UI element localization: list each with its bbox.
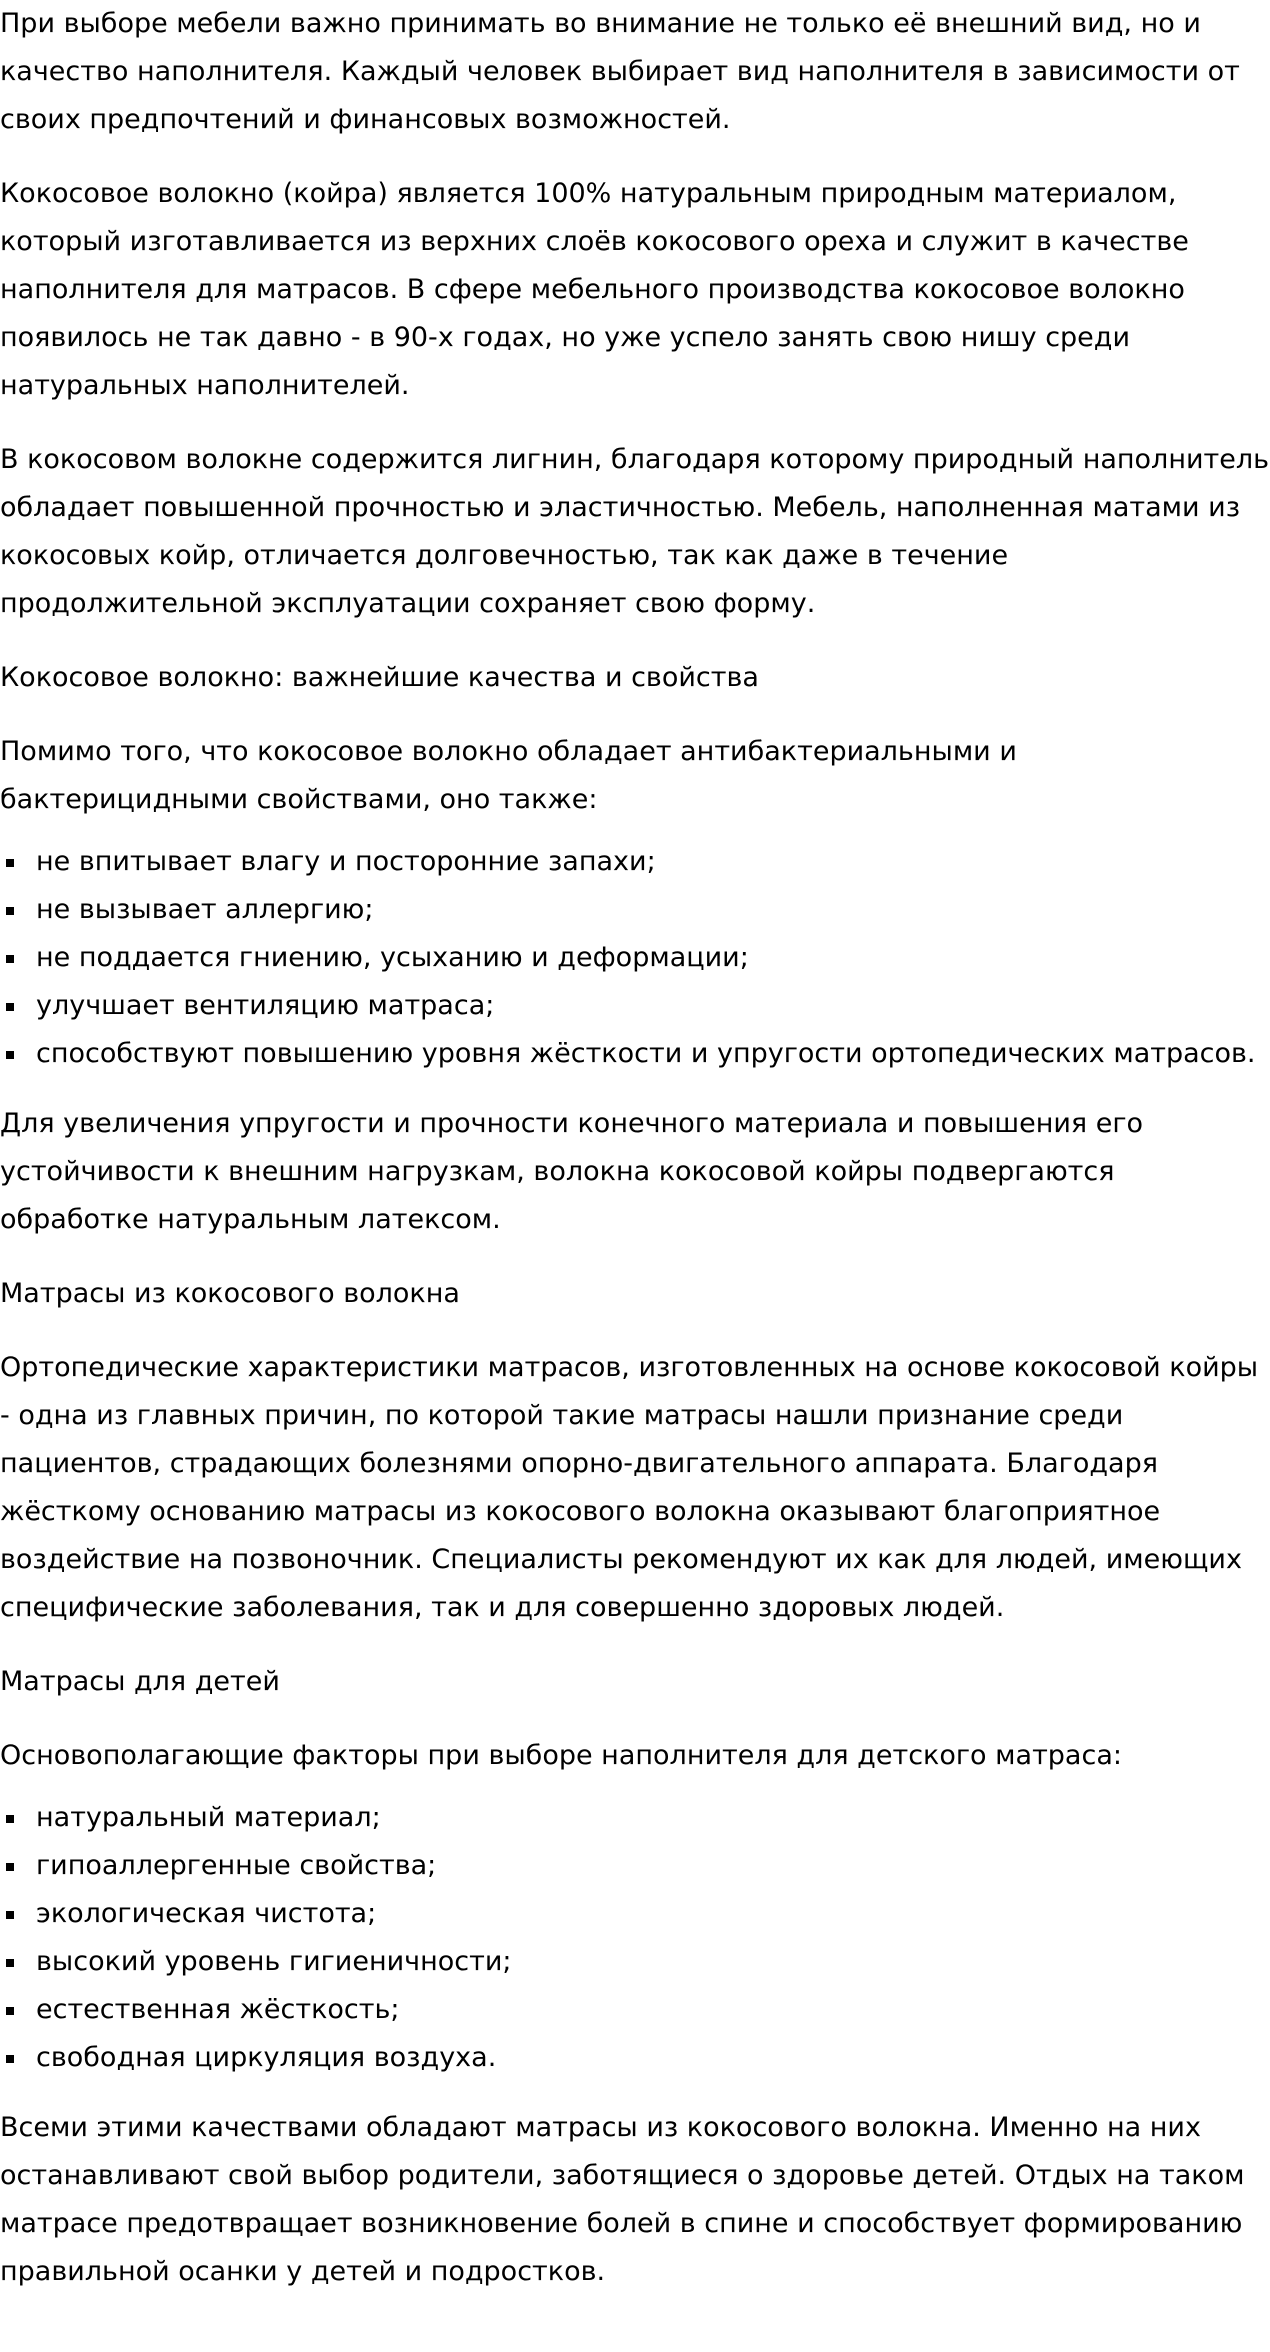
list-item-text: не вызывает аллергию; — [36, 894, 374, 925]
list-item — [0, 1030, 1270, 1078]
bullet-icon — [6, 1911, 14, 1919]
list-item-text: гипоаллергенные свойства; — [36, 1850, 437, 1881]
bullet-icon — [6, 955, 14, 963]
bullet-icon — [6, 1815, 14, 1823]
bullet-icon — [6, 2055, 14, 2063]
list-item — [0, 1986, 1270, 2034]
bullet-icon — [6, 907, 14, 915]
list-item — [0, 838, 1270, 886]
list-item-text: экологическая чистота; — [36, 1898, 377, 1929]
paragraph-final: Всеми этими качествами обладают матрасы из кокосового волокна. Именно на них останавливают свой выбор родители, заботящиеся о здоровье детей. Отдых на таком матрасе предотвращает возникновение болей в спине и способствует формированию правильной осанки у детей и подростков. — [0, 2112, 1245, 2287]
list-item-text: естественная жёсткость; — [36, 1994, 400, 2025]
list-item — [0, 982, 1270, 1030]
paragraph-children-intro: Основополагающие факторы при выборе наполнителя для детского матраса: — [0, 1740, 1122, 1771]
paragraph-properties-intro: Помимо того, что кокосовое волокно обладает антибактериальными и бактерицидными свойствами, оно также: — [0, 736, 1017, 815]
list-item-text: способствуют повышению уровня жёсткости и упругости ортопедических матрасов. — [36, 1038, 1256, 1069]
list-item-text: улучшает вентиляцию матраса; — [36, 990, 495, 1021]
bullet-icon — [6, 1003, 14, 1011]
list-item — [0, 1938, 1270, 1986]
paragraph-latex: Для увеличения упругости и прочности конечного материала и повышения его устойчивости к внешним нагрузкам, волокна кокосовой койры подвергаются обработке натуральным латексом. — [0, 1108, 1144, 1235]
paragraph-intro: При выборе мебели важно принимать во внимание не только её внешний вид, но и качество наполнителя. Каждый человек выбирает вид наполнителя в зависимости от своих предпочтений и финансовых возможностей. — [0, 8, 1240, 135]
list-item-text: не поддается гниению, усыханию и деформации; — [36, 942, 749, 973]
bullet-icon — [6, 1959, 14, 1967]
section-heading-mattresses: Матрасы из кокосового волокна — [0, 1278, 460, 1309]
list-item — [0, 934, 1270, 982]
bullet-icon — [6, 1051, 14, 1059]
bullet-icon — [6, 859, 14, 867]
list-item-text: высокий уровень гигиеничности; — [36, 1946, 512, 1977]
paragraph-coir-definition: Кокосовое волокно (койра) является 100% натуральным природным материалом, который изготавливается из верхних слоёв кокосового ореха и служит в качестве наполнителя для матрасов. В сфере мебельного производства кокосовое волокно появилось не так давно - в 90-х годах, но уже успело занять свою нишу среди натуральных наполнителей. — [0, 178, 1189, 401]
paragraph-lignin: В кокосовом волокне содержится лигнин, благодаря которому природный наполнитель обладает повышенной прочностью и эластичностью. Мебель, наполненная матами из кокосовых койр, отличается долговечностью, так как даже в течение продолжительной эксплуатации сохраняет свою форму. — [0, 444, 1270, 619]
paragraph-orthopedic: Ортопедические характеристики матрасов, изготовленных на основе кокосовой койры - одна из главных причин, по которой такие матрасы нашли признание среди пациентов, страдающих болезнями опорно-двигательного аппарата. Благодаря жёсткому основанию матрасы из кокосового волокна оказывают благоприятное воздействие на позвоночник. Специалисты рекомендуют их как для людей, имеющих специфические заболевания, так и для совершенно здоровых людей. — [0, 1352, 1259, 1623]
list-item — [0, 2034, 1270, 2082]
list-item-text: свободная циркуляция воздуха. — [36, 2042, 497, 2073]
list-item — [0, 1890, 1270, 1938]
section-heading-properties: Кокосовое волокно: важнейшие качества и свойства — [0, 662, 759, 693]
bullet-icon — [6, 1863, 14, 1871]
bullet-icon — [6, 2007, 14, 2015]
list-item-text: натуральный материал; — [36, 1802, 381, 1833]
section-heading-children: Матрасы для детей — [0, 1666, 280, 1697]
list-item-text: не впитывает влагу и посторонние запахи; — [36, 846, 656, 877]
properties-list — [0, 838, 1270, 1078]
list-item — [0, 886, 1270, 934]
children-factors-list — [0, 1794, 1270, 2082]
list-item — [0, 1794, 1270, 1842]
list-item — [0, 1842, 1270, 1890]
